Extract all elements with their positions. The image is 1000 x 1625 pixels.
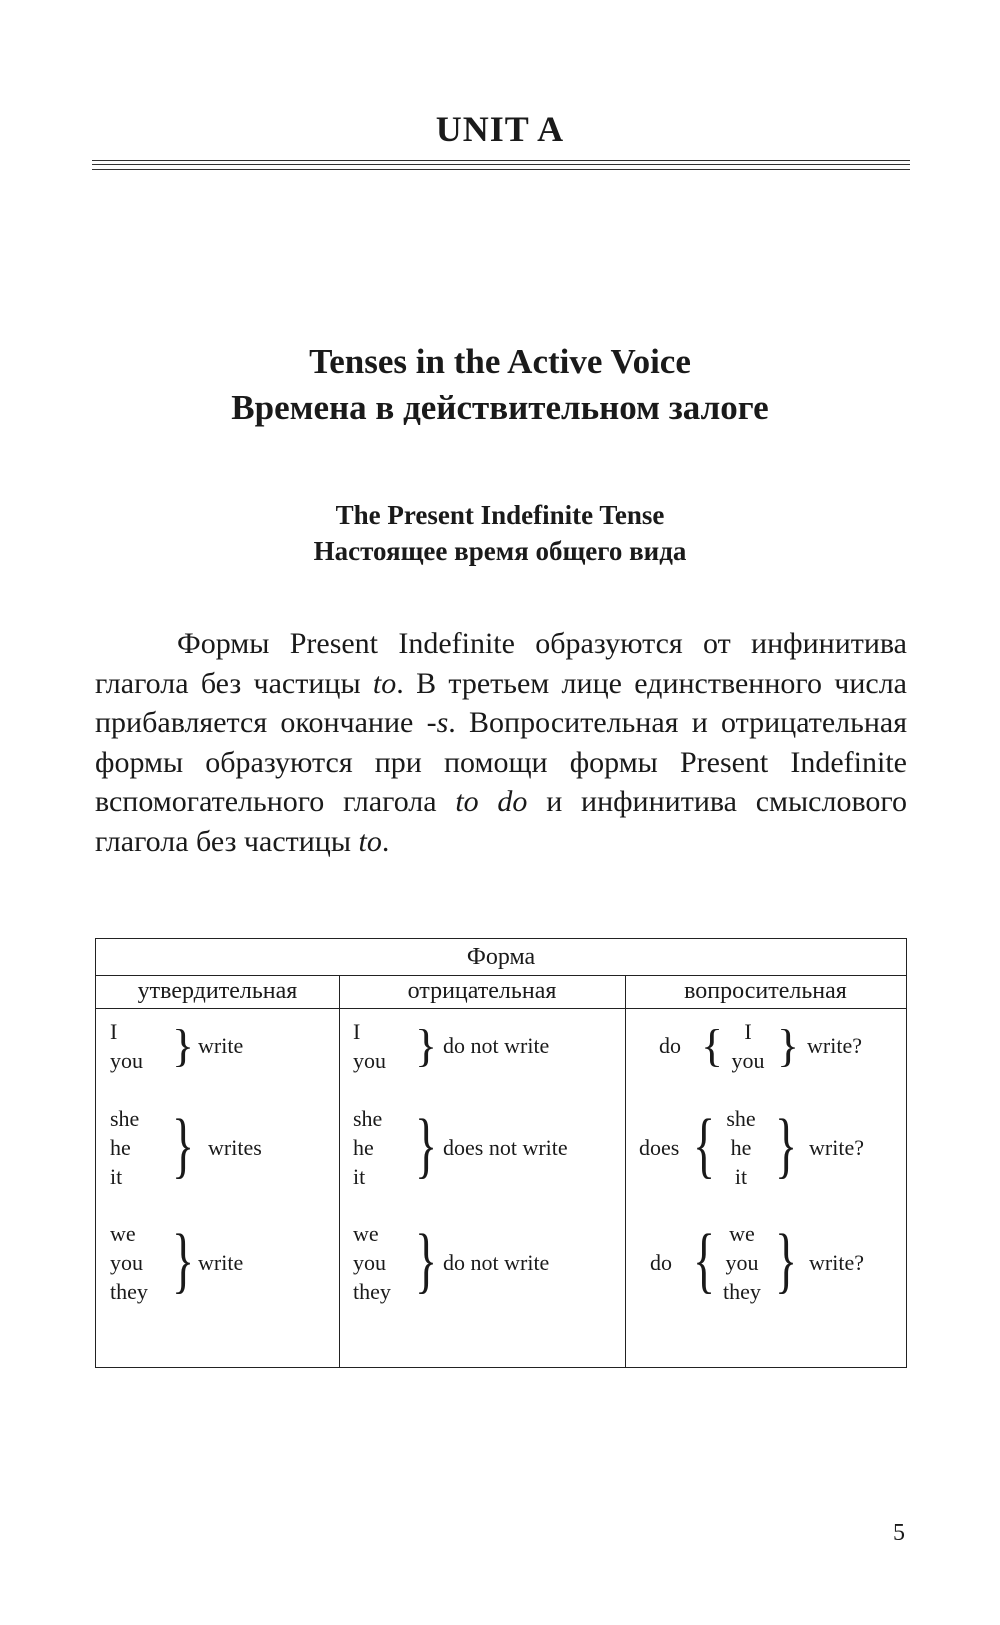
pronoun: we: [353, 1221, 379, 1246]
verb-form: write: [198, 1033, 244, 1058]
left-brace: {: [701, 1020, 724, 1071]
pronoun: we: [110, 1221, 136, 1246]
verb-form: do not write: [443, 1250, 550, 1275]
right-brace: }: [415, 1218, 438, 1300]
right-brace: }: [172, 1020, 195, 1071]
verb-form: write?: [809, 1135, 864, 1160]
title-rule: [92, 160, 910, 170]
verb-form: write?: [809, 1250, 864, 1275]
right-brace: }: [172, 1103, 195, 1185]
paragraph-text-3: . Вопросительная и отрицательная формы образуются при помощи формы Present Indefinite вспомогательного глагола: [95, 706, 907, 818]
pronoun: I: [744, 1019, 752, 1044]
paragraph-italic-todo: to do: [455, 785, 528, 818]
section-title-en: Tenses in the Active Voice: [309, 342, 691, 381]
pronoun: he: [353, 1135, 374, 1160]
pronoun: you: [110, 1048, 143, 1073]
paragraph-text-4: и инфинитива смыслового глагола без частицы: [95, 785, 907, 858]
question-cell: [639, 1017, 899, 1087]
right-brace: }: [775, 1218, 798, 1300]
pronoun: you: [725, 1250, 759, 1275]
verb-form: do not write: [443, 1033, 550, 1058]
pronoun: he: [110, 1135, 131, 1160]
left-brace: {: [693, 1103, 716, 1185]
pronoun: they: [723, 1279, 761, 1304]
aux-verb: do: [659, 1033, 681, 1058]
negative-cell: [353, 1219, 618, 1309]
pronoun: I: [110, 1019, 118, 1044]
unit-title: UNIT A: [435, 109, 565, 149]
verb-form: writes: [208, 1135, 262, 1160]
subsection-title-ru: Настоящее время общего вида: [313, 536, 687, 566]
right-brace: }: [777, 1020, 800, 1071]
right-brace: }: [415, 1103, 438, 1185]
verb-form: write: [198, 1250, 244, 1275]
pronoun: you: [353, 1250, 386, 1275]
subsection-title-en: The Present Indefinite Tense: [335, 500, 665, 530]
pronoun: she: [353, 1106, 383, 1131]
pronoun: you: [110, 1250, 143, 1275]
verb-form: does not write: [443, 1135, 568, 1160]
question-cell: [639, 1104, 899, 1194]
forms-table: [95, 938, 907, 1368]
pronoun: they: [353, 1279, 391, 1304]
column-header-negative: отрицательная: [339, 975, 625, 1009]
negative-cell: [353, 1017, 618, 1087]
right-brace: }: [172, 1218, 195, 1300]
right-brace: }: [775, 1103, 798, 1185]
question-cell: [639, 1219, 899, 1309]
paragraph-italic-to: to: [372, 666, 397, 700]
left-brace: {: [693, 1218, 716, 1300]
verb-form: write?: [807, 1033, 862, 1058]
column-header-question: вопросительная: [625, 975, 906, 1009]
affirmative-cell: [110, 1017, 335, 1087]
pronoun: they: [110, 1279, 148, 1304]
negative-cell: [353, 1104, 618, 1194]
pronoun: you: [353, 1048, 386, 1073]
affirmative-cell: [110, 1104, 335, 1194]
table-header: Форма: [96, 939, 906, 976]
paragraph-italic-to-2: to: [358, 824, 382, 858]
pronoun: it: [110, 1164, 123, 1189]
paragraph-text-2: . В третьем лице единственного числа прибавляется окончание: [95, 666, 907, 739]
pronoun: she: [110, 1106, 140, 1131]
pronoun: it: [734, 1164, 748, 1189]
paragraph-text-1: Формы Present Indefinite образуются от инфинитива глагола без частицы: [95, 627, 907, 700]
column-divider: [339, 975, 340, 1367]
paragraph-italic-ending: -s: [426, 706, 449, 739]
pronoun: it: [353, 1164, 366, 1189]
right-brace: }: [415, 1020, 438, 1071]
paragraph-text-5: .: [381, 824, 390, 858]
rule-paragraph: [95, 624, 907, 861]
section-title-ru: Времена в действительном залоге: [231, 388, 769, 427]
pronoun: she: [726, 1106, 756, 1131]
pronoun: he: [730, 1135, 752, 1160]
affirmative-cell: [110, 1219, 335, 1309]
aux-verb: does: [639, 1135, 680, 1160]
pronoun: I: [353, 1019, 361, 1044]
aux-verb: do: [650, 1250, 672, 1275]
pronoun: we: [729, 1221, 755, 1246]
column-divider: [625, 975, 626, 1367]
column-header-affirmative: утвердительная: [96, 975, 339, 1009]
pronoun: you: [731, 1048, 765, 1073]
page-number: 5: [893, 1520, 905, 1546]
